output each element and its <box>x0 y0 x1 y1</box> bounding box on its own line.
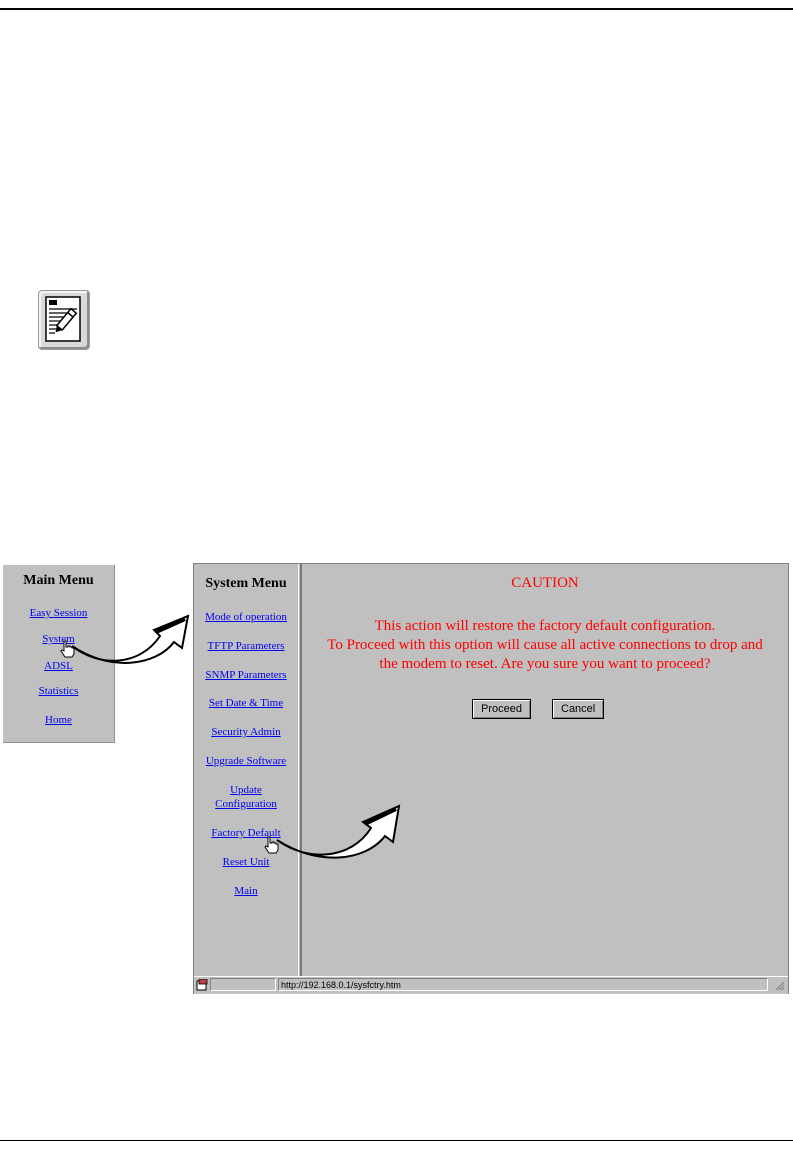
caution-title: CAUTION <box>511 575 579 591</box>
caution-content <box>302 564 788 976</box>
main-menu-item-system[interactable]: System <box>42 633 75 645</box>
resize-grip-icon[interactable] <box>774 980 785 991</box>
main-menu-item-home[interactable]: Home <box>45 714 72 726</box>
main-menu-item-easy-session[interactable]: Easy Session <box>29 607 88 619</box>
sys-menu-item-upgrade[interactable]: Upgrade Software <box>205 755 287 767</box>
system-menu-frame <box>194 564 298 976</box>
page-icon <box>196 979 208 991</box>
proceed-button[interactable]: Proceed <box>472 699 531 719</box>
main-menu-title: Main Menu <box>23 573 94 588</box>
caution-line-1: This action will restore the factory default configuration. <box>374 618 716 634</box>
main-menu-item-statistics[interactable]: Statistics <box>38 685 79 697</box>
sys-menu-item-reset[interactable]: Reset Unit <box>222 856 270 868</box>
caution-line-3: the modem to reset. Are you sure you want to proceed? <box>379 656 711 672</box>
sys-menu-item-mode[interactable]: Mode of operation <box>205 611 287 623</box>
system-menu-title: System Menu <box>205 576 287 591</box>
sys-menu-item-factory-default[interactable]: Factory Default <box>211 827 281 839</box>
sys-menu-item-date-time[interactable]: Set Date & Time <box>208 697 284 709</box>
sys-menu-item-tftp[interactable]: TFTP Parameters <box>207 640 285 652</box>
browser-window <box>193 563 789 994</box>
bottom-rule <box>0 1140 793 1141</box>
curved-arrow-icon <box>70 610 195 668</box>
sys-menu-item-snmp[interactable]: SNMP Parameters <box>205 669 287 681</box>
sys-menu-item-security[interactable]: Security Admin <box>211 726 281 738</box>
cancel-button[interactable]: Cancel <box>552 699 604 719</box>
sys-menu-item-update[interactable]: Update <box>230 784 262 796</box>
note-pencil-icon <box>38 290 90 350</box>
sys-menu-item-configuration[interactable]: Configuration <box>215 798 277 810</box>
status-url: http://192.168.0.1/sysfctry.htm <box>278 978 768 991</box>
main-menu-item-adsl[interactable]: ADSL <box>44 660 73 672</box>
top-rule <box>0 8 793 10</box>
caution-line-2: To Proceed with this option will cause all active connections to drop and <box>327 637 763 653</box>
status-bar <box>194 976 788 994</box>
status-cell-empty <box>210 978 276 991</box>
curved-arrow-icon <box>275 800 405 862</box>
sys-menu-item-main[interactable]: Main <box>234 885 258 897</box>
